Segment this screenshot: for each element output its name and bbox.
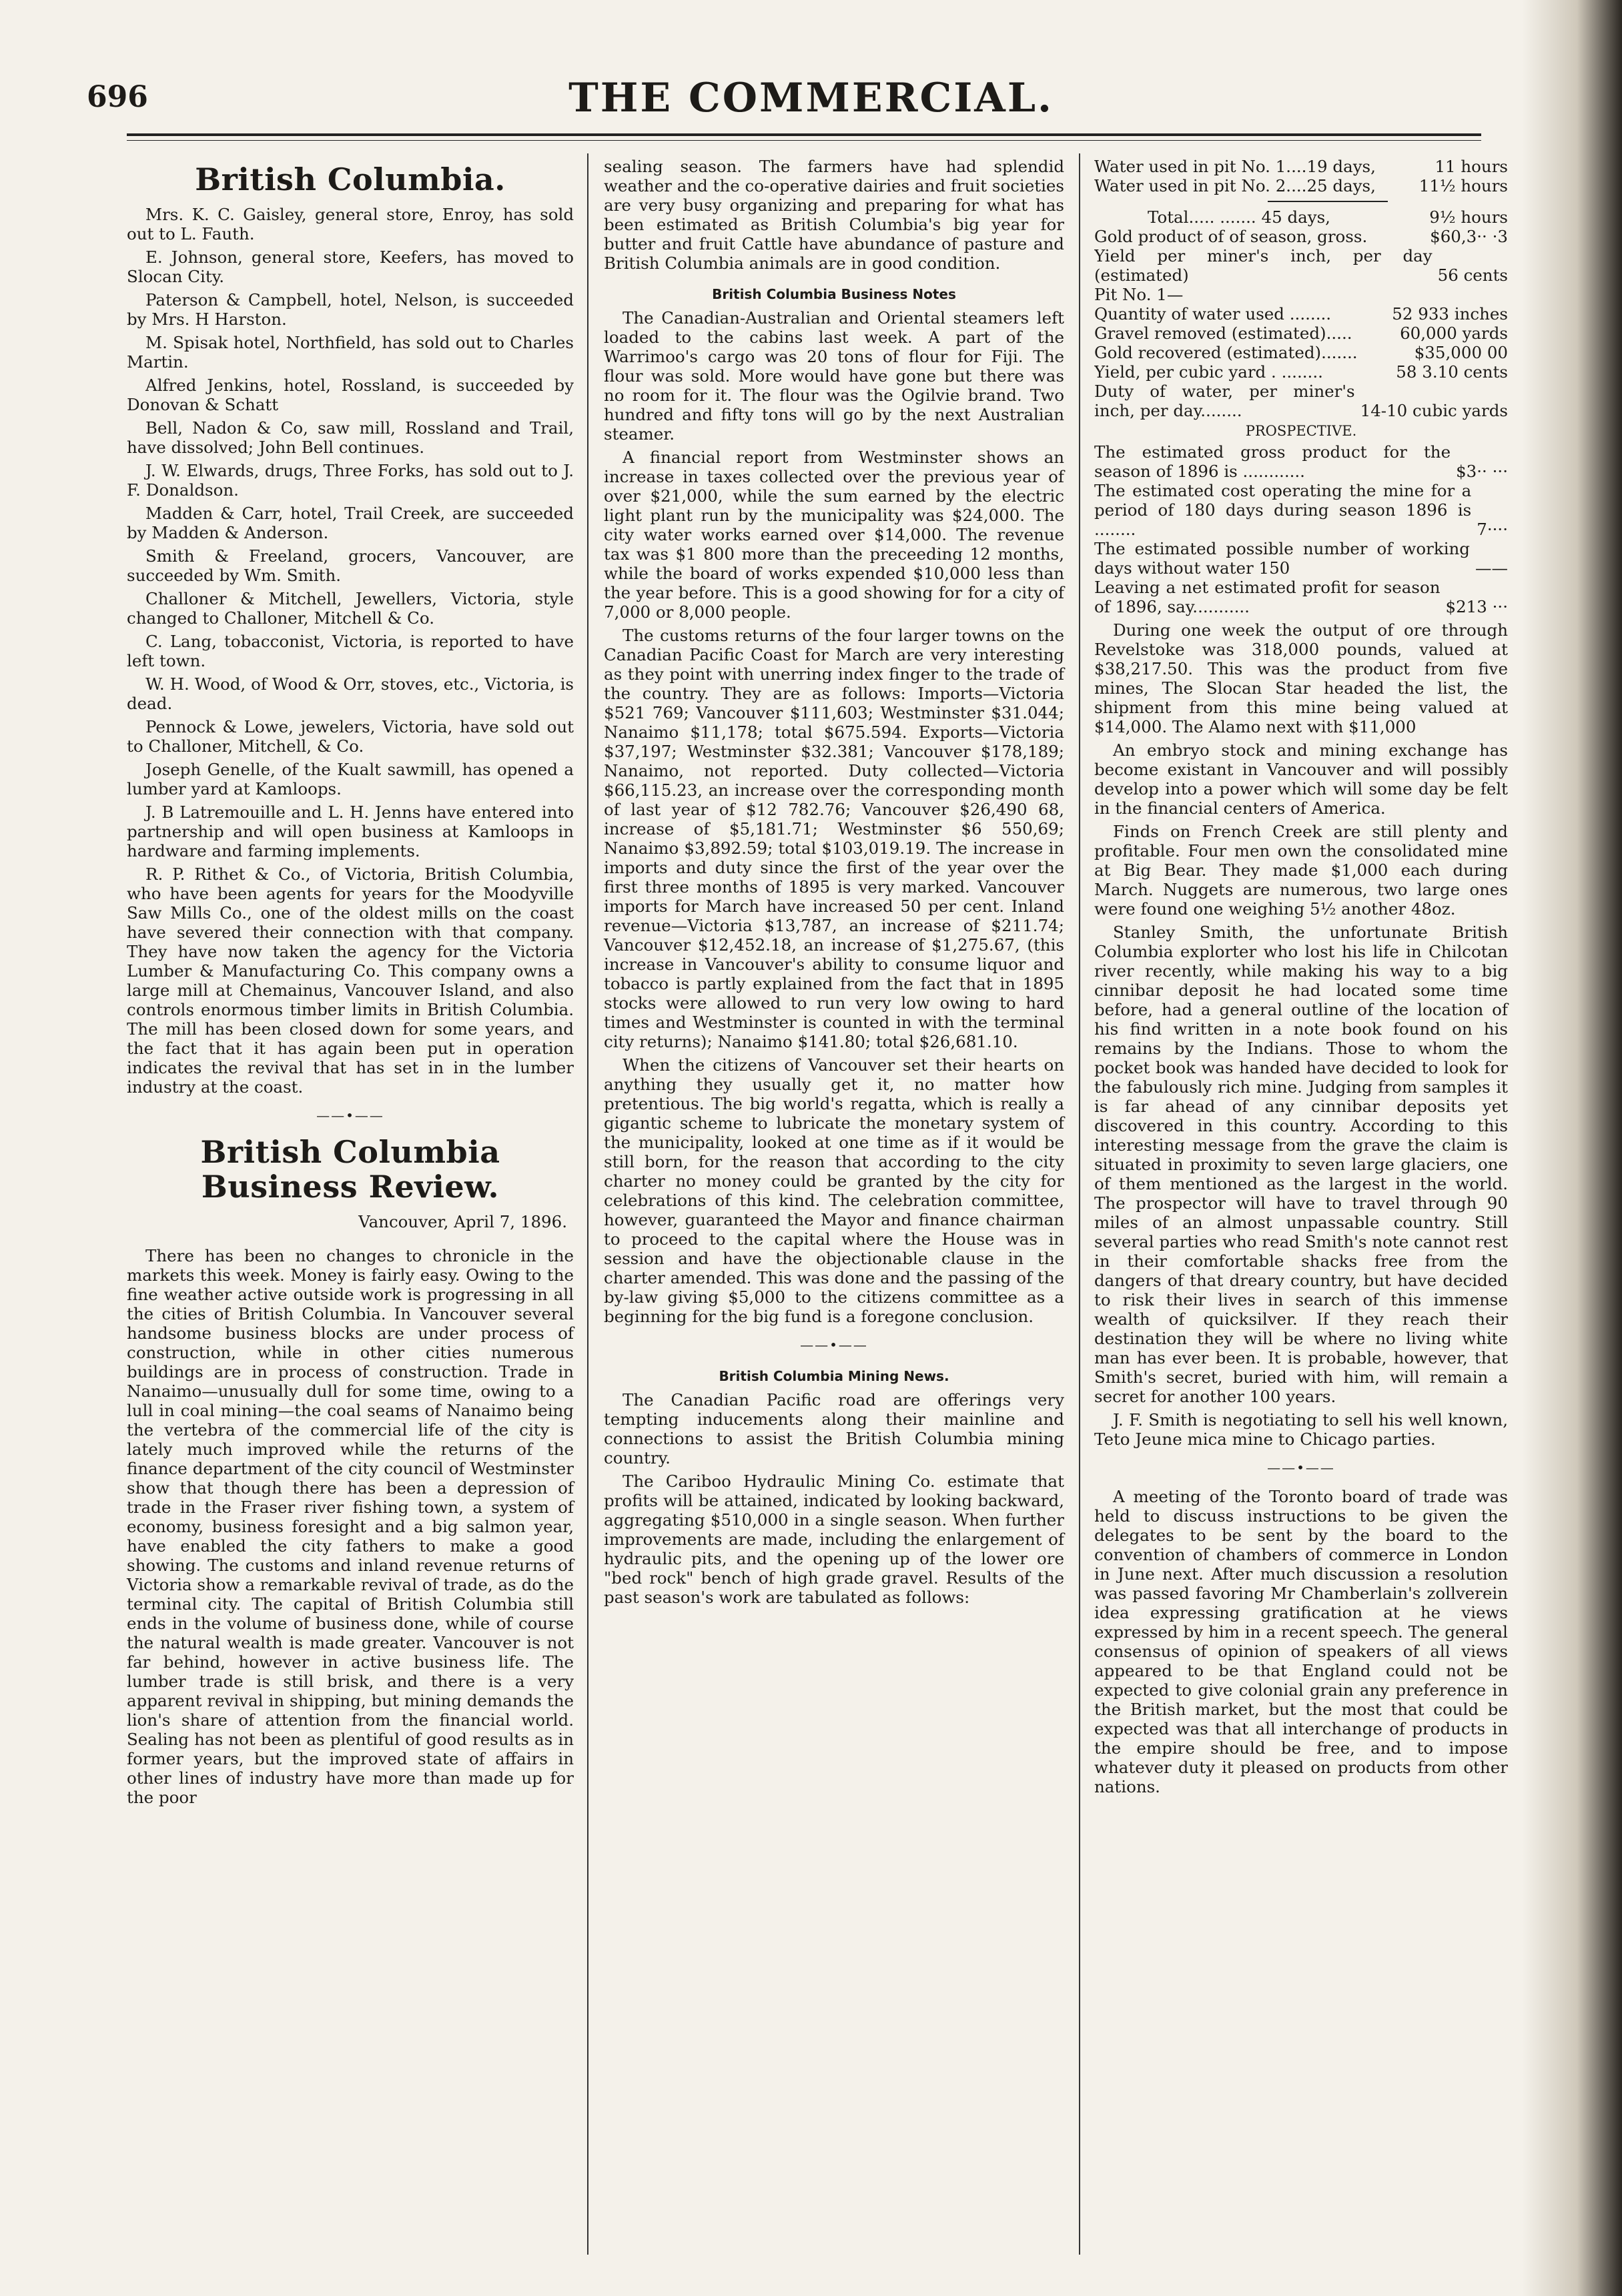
stat-label: Water used in pit No. 2....25 days, [1094,176,1376,195]
toronto-paragraph: A meeting of the Toronto board of trade was held to discuss instructions to be given the delegates to be sent by the board to the convention of chambers of commerce in London in June next. After much discussion a resolution was passed favoring Mr Chamberlain's zollverein idea expressing gratification at he views expressed by him in a recent speech. The general consensus of opinion of speakers of all views appeared to be that England could not be expected to give colonial grain any preference in the British market, but the most that could be expected was that all interchange of products in the empire should be free, and to impose whatever duty it pleased on products from other nations. [1094,1487,1508,1796]
bc-item: M. Spisak hotel, Northfield, has sold out to Charles Martin. [127,333,574,372]
bc-item: W. H. Wood, of Wood & Orr, stoves, etc., Victoria, is dead. [127,674,574,713]
stat-total-row [1094,207,1508,227]
bc-item: Joseph Genelle, of the Kualt sawmill, has opened a lumber yard at Kamloops. [127,760,574,798]
bc-item: Alfred Jenkins, hotel, Rossland, is succeeded by Donovan & Schatt [127,376,574,414]
stat-label: Yield per miner's inch, per day (estimated) [1094,246,1433,285]
stat-label: Gold recovered (estimated)....... [1094,343,1358,362]
stat-value: 11 hours [1435,157,1508,176]
stat-row [1094,285,1508,304]
news-paragraph: During one week the output of ore through Revelstoke was 318,000 pounds, valued at $38,217.50. This was the product from five mines, The Slocan Star headed the list, the shipment from this mine being valued at $14,000. The Alamo next with $11,000 [1094,620,1508,736]
stat-value: 58 3.10 cents [1396,362,1508,382]
stat-value: 14-10 cubic yards [1360,401,1508,420]
sealing-paragraph: sealing season. The farmers have had splendid weather and the co-operative dairies and fruit societies are very busy organizing and preparing for what has been estimated as British Columbia's big year for butter and fruit Cattle have abundance of pasture and British Columbia animals are in good condition. [604,157,1064,273]
stat-label: Total..... ....... 45 days, [1148,207,1330,227]
bc-item: E. Johnson, general store, Keefers, has moved to Slocan City. [127,247,574,286]
bc-item: J. B Latremouille and L. H. Jenns have entered into partnership and will open business at Kamloops in hardware and farming implements. [127,802,574,860]
stat-value: 11½ hours [1418,176,1508,195]
news-paragraph: Stanley Smith, the unfortunate British Columbia explorter who lost his life in Chilcotan river recently, while making his way to a big cinnibar deposit he had located some time before, had a general outline of the location of his find written in a note book found on his remains by the Indians. Those to whom the pocket book was handed have decided to look for the fabulously rich mine. Judging from samples it is far ahead of any cinnibar deposits yet discovered in this country. According to this interesting message from the grave the claim is situated in proximity to seven large glaciers, one of them mentioned as the largest in the world. The prospector will have to travel through 90 miles of an almost unpassable country. Still several parties who read Smith's note cannot rest in their comfortable shacks free from the dangers of that dreary country, but have decided to risk their lives in search of this immense wealth of quicksilver. If they reach their destination they will be where no living white man has ever been. It is probable, however, that Smith's secret, buried with him, will remain a secret for another 100 years. [1094,923,1508,1406]
total-rule [1268,201,1388,202]
stat-row [1094,157,1508,176]
news-paragraph: An embryo stock and mining exchange has become existant in Vancouver and will possibly develop into a power which will some day be felt in the financial centers of America. [1094,740,1508,818]
bc-item: Challoner & Mitchell, Jewellers, Victoria, style changed to Challoner, Mitchell & Co. [127,589,574,628]
section-heading-business-notes: British Columbia Business Notes [712,286,956,302]
stat-value: $35,000 00 [1414,343,1508,362]
mining-paragraph: The Canadian Pacific road are offerings very tempting inducements along their mainline and connections to assist the British Columbia mining country. [604,1390,1064,1468]
stat-label: Quantity of water used ........ [1094,304,1332,324]
section-heading-british-columbia: British Columbia. [195,161,506,197]
dateline: Vancouver, April 7, 1896. [358,1212,567,1231]
stat-row [1094,324,1508,343]
header-rule-thin [127,140,1481,141]
review-text: There has been no changes to chronicle in the markets this week. Money is fairly easy. Owing to the fine weather active outside work is progressing in all the cities of British Columbia. In Vancouver several handsome business blocks are under process of construction, while in other cities numerous buildings are in process of construction. Trade in Nanaimo—unusually dull for some time, owing to a lull in coal mining—the coal seams of Nanaimo being the vertebra of the commercial life of the city is lately much improved while the returns of the finance department of the city council of Westminster show that though there has been a depression of trade in the Fraser river fishing town, a system of economy, business foresight and a big salmon year, have enabled the city fathers to make a good showing. The customs and inland revenue returns of Victoria show a remarkable revival of trade, as do the terminal city. The capital of British Columbia still ends in the volume of business done, while of course the natural wealth is made greater. Vancouver is not far behind, however in active business life. The lumber trade is still brisk, and there is a very apparent revival in shipping, but mining demands the lion's share of attention from the financial world. Sealing has not been as plentiful of good results as in former years, but the improved state of affairs in other lines of industry have more than made up for the poor [127,1246,574,1807]
column-divider [587,153,588,2255]
stat-label: Gold product of of season, gross. [1094,227,1368,246]
stat-label: Yield, per cubic yard . ........ [1094,362,1323,382]
notes-paragraph: A financial report from Westminster shows an increase in taxes collected over the previous year of over $21,000, while the sum earned by the electric light plant run by the municipality was $24,000. The city water works earned over $14,000. The revenue tax was $1 800 more than the preceeding 12 months, while the board of works expended $10,000 less than the year before. This is a good showing for for a city of 7,000 or 8,000 people. [604,448,1064,622]
stat-label: The estimated possible number of working days without water 150 [1094,539,1470,578]
prospective-heading: PROSPECTIVE. [1245,423,1357,439]
bc-item: Pennock & Lowe, jewelers, Victoria, have sold out to Challoner, Mitchell, & Co. [127,717,574,756]
stat-row [1094,343,1508,362]
bc-item: Mrs. K. C. Gaisley, general store, Enroy, has sold out to L. Fauth. [127,205,574,243]
stat-value: 9½ hours [1429,207,1508,227]
stat-row [1094,382,1508,420]
stat-label: The estimated gross product for the season of 1896 is ............ [1094,442,1451,481]
stat-label: Duty of water, per miner's inch, per day........ [1094,382,1355,420]
bc-items-list [127,205,574,1097]
page-number: 696 [87,80,148,114]
ornament-divider: ——•—— [316,1107,384,1123]
stat-value: 52 933 inches [1392,304,1508,324]
section-heading-mining-news: British Columbia Mining News. [719,1368,949,1384]
stat-value: 7···· [1477,520,1508,539]
section-heading-business-review: British Columbia Business Review. [200,1134,500,1205]
news-paragraph: J. F. Smith is negotiating to sell his well known, Teto Jeune mica mine to Chicago parties. [1094,1410,1508,1449]
stat-label: The estimated cost operating the mine for a period of 180 days during season 1896 is ........ [1094,481,1472,539]
stat-label: Pit No. 1— [1094,285,1184,304]
stat-row [1094,176,1508,195]
stat-value: $213 ··· [1445,597,1508,616]
bc-item: Bell, Nadon & Co, saw mill, Rossland and Trail, have dissolved; John Bell continues. [127,418,574,457]
prospective-row [1094,578,1508,616]
notes-paragraph: When the citizens of Vancouver set their hearts on anything they usually get it, no matter how pretentious. The big world's regatta, which is really a gigantic scheme to lubricate the monetary system of the municipality, looked at one time as if it would be still born, for the reason that according to the city charter no money could be granted by the city for celebrations of this kind. The celebration committee, however, guaranteed the Mayor and finance chairman to proceed to the capital where the House was in session and have the objectionable clause in the charter amended. This was done and the passing of the by-law giving $5,000 to the citizens committee as a beginning for the big fund is a foregone conclusion. [604,1055,1064,1326]
page-binding-shadow [1522,0,1622,2296]
notes-paragraph: The Canadian-Australian and Oriental steamers left loaded to the cabins last week. A part of the Warrimoo's cargo was 20 tons of flour for Fiji. The flour was sold. More would have gone but there was no room for it. The flour was the Ogilvie brand. Two hundred and fifty tons will go by the next Australian steamer. [604,308,1064,444]
column-2 [604,157,1064,1611]
stat-label: Leaving a net estimated profit for season of 1896, say........... [1094,578,1441,616]
ornament-divider: ——•—— [1267,1460,1335,1476]
bc-item: C. Lang, tobacconist, Victoria, is reported to have left town. [127,632,574,670]
stat-value: $60,3·· ·3 [1430,227,1508,246]
prospective-row [1094,481,1508,539]
stat-row [1094,362,1508,382]
bc-item: Madden & Carr, hotel, Trail Creek, are succeeded by Madden & Anderson. [127,504,574,542]
prospective-row [1094,442,1508,481]
stat-row [1094,227,1508,246]
stat-row [1094,246,1508,285]
column-1 [127,157,574,1811]
bc-item: J. W. Elwards, drugs, Three Forks, has sold out to J. F. Donaldson. [127,461,574,500]
column-3 [1094,157,1508,1800]
stat-value: $3·· ··· [1456,462,1508,481]
mining-paragraph: The Cariboo Hydraulic Mining Co. estimate that profits will be attained, indicated by looking backward, aggregating $510,000 in a single season. When further improvements are made, including the enlargement of hydraulic pits, and the opening up of the lower ore "bed rock" bench of high grade gravel. Results of the past season's work are tabulated as follows: [604,1472,1064,1607]
stat-value: 60,000 yards [1400,324,1508,343]
notes-paragraph: The customs returns of the four larger towns on the Canadian Pacific Coast for March are very interesting as they point with unerring index finger to the trade of the country. They are as follows: Imports—Victoria $521 769; Vancouver $111,603; Westminster $31.044; Nanaimo $11,178; total $675.594. Exports—Victoria $37,197; Westminster $32.381; Vancouver $178,189; Nanaimo, not reported. Duty collected—Victoria $66,115.23, an increase over the corresponding month of last year of $12 782.76; Vancouver $26,490 68, increase of $5,181.71; Westminster $6 550,69; Nanaimo $3,892.59; total $103,019.19. The increase in imports and duty since the first of the year over the first three months of 1895 is very marked. Vancouver imports for March have increased 50 per cent. Inland revenue—Victoria $13,787, an increase of $211.74; Vancouver $12,452.18, an increase of $1,275.67, (this increase in Vancouver's ability to consume liquor and tobacco is partly explained from the fact that in 1895 stocks were allowed to run very low owing to hard times and Westminster is counted in with the terminal city returns); Nanaimo $141.80; total $26,681.10. [604,626,1064,1051]
bc-item: Paterson & Campbell, hotel, Nelson, is succeeded by Mrs. H Harston. [127,290,574,329]
header-rule [127,133,1481,136]
stat-row [1094,304,1508,324]
stat-value: —— [1475,558,1508,578]
bc-item: R. P. Rithet & Co., of Victoria, British Columbia, who have been agents for years for the Moodyville Saw Mills Co., one of the oldest mills on the coast have severed their connection with that company. They have now taken the agency for the Victoria Lumber & Manufacturing Co. This company owns a large mill at Chemainus, Vancouver Island, and also controls enormous timber limits in British Columbia. The mill has been closed down for some years, and the fact that it has again been put in operation indicates the revival that has set in in the lumber industry at the coast. [127,865,574,1097]
ornament-divider: ——•—— [800,1337,868,1353]
prospective-row [1094,539,1508,578]
bc-item: Smith & Freeland, grocers, Vancouver, are succeeded by Wm. Smith. [127,546,574,585]
stat-value [1503,285,1508,304]
masthead-title: THE COMMERCIAL. [568,75,1054,121]
stat-label: Gravel removed (estimated)..... [1094,324,1352,343]
stat-label: Water used in pit No. 1....19 days, [1094,157,1376,176]
news-paragraph: Finds on French Creek are still plenty and profitable. Four men own the consolidated mine at Big Bear. They made $1,000 each during March. Nuggets are numerous, two large ones were found one weighing 5½ another 48oz. [1094,822,1508,919]
stat-value: 56 cents [1437,265,1508,285]
column-divider [1079,153,1080,2255]
